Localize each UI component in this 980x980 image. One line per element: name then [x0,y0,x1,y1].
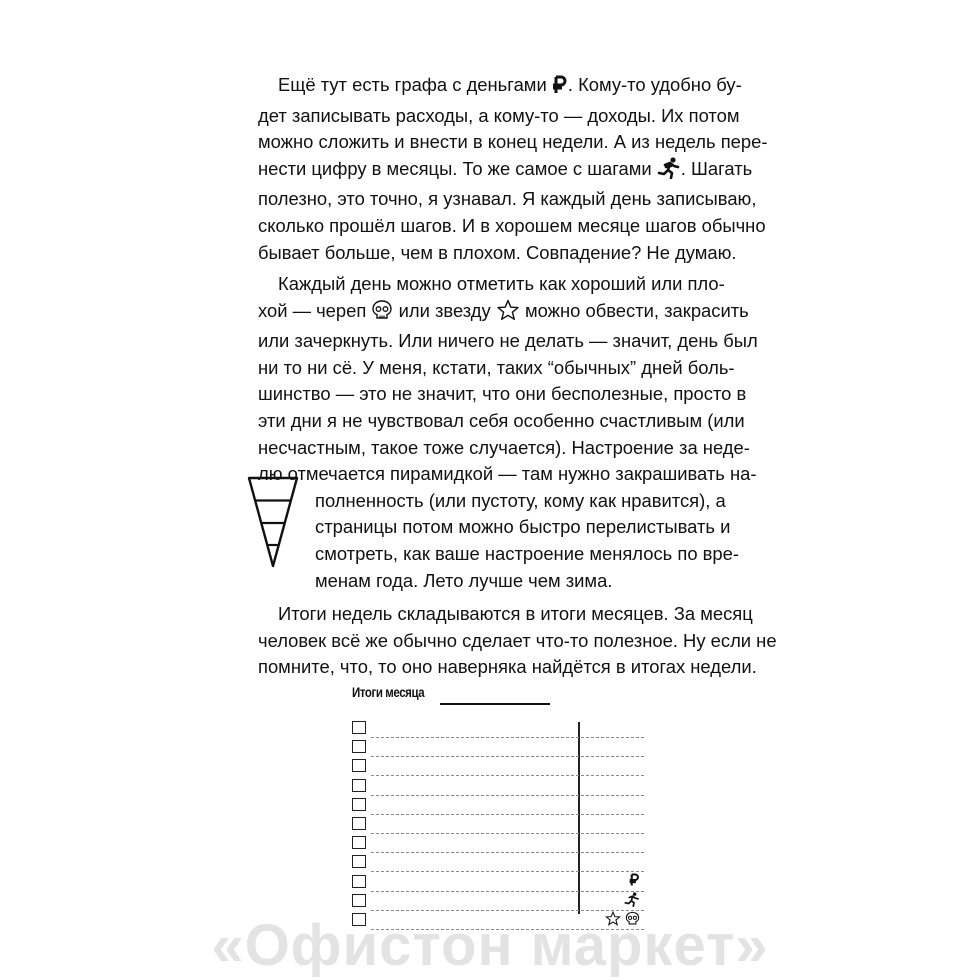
text-line: страницы потом можно быстро перелистывать и [315,516,731,538]
paragraph-mood [258,271,768,594]
checklist-row [352,779,644,795]
checkbox[interactable] [352,740,366,753]
text-line [258,271,768,298]
form-title: Итоги месяца [352,684,425,700]
text-line: смотреть, как ваше настроение менялось по вре- [315,542,740,564]
checkbox[interactable] [352,779,366,792]
skull-icon [371,299,393,329]
text-line: эти дни я не чувствовал себя особенно счастливым (или [258,409,745,431]
text-line [258,601,768,628]
text-line [258,72,768,103]
text-fragment: нести цифру в месяцы. То же самое с шагами [258,157,652,179]
writing-line [371,737,644,738]
text-line: менам года. Лето лучше чем зима. [315,569,613,591]
checklist-row [352,894,644,910]
writing-line [371,852,644,853]
writing-line [371,814,644,815]
text-fragment: . Шагать [680,157,753,179]
writing-line [371,871,644,872]
checklist-row [352,798,644,814]
text-fragment: Итоги недель складываются в итоги месяцев. За месяц [278,603,753,624]
ruble-icon [552,75,568,103]
writing-line [371,910,644,911]
text-fragment: можно обвести, закрасить [525,299,749,321]
checkbox[interactable] [352,798,366,811]
text-line: несчастным, такое тоже случается). Настроение за неде- [258,436,750,458]
month-summary-form [348,684,648,916]
text-line: сколько прошёл шагов. И в хорошем месяце шагов обычно [258,214,766,236]
paragraph-month-summary [258,601,777,681]
text-line: полненность (или пустоту, кому как нравится), а [315,489,726,511]
text-fragment: Ещё тут есть графа с деньгами [278,74,547,95]
checklist-row [352,740,644,756]
text-line: дет записывать расходы, а кому-то — доходы. Их потом [258,104,740,126]
mood-pyramid-icon [247,476,299,573]
checkbox[interactable] [352,875,366,888]
star-icon [496,299,520,329]
text-line: можно сложить и внести в конец недели. А из недель пере- [258,131,768,153]
text-fragment: хой — череп [258,299,367,321]
text-fragment: . Кому-то удобно бу- [567,74,742,95]
text-line: помните, что, то оно наверняка найдётся в итогах недели. [258,656,757,678]
checkbox[interactable] [352,855,366,868]
writing-line [371,833,644,834]
paragraph-money-steps [258,72,768,266]
text-line: ни то ни сё. У меня, кстати, таких “обычных” дней боль- [258,356,735,378]
month-name-line [440,703,550,705]
checklist-row [352,759,644,775]
checkbox[interactable] [352,836,366,849]
checklist-row [352,855,644,871]
text-line: бывает больше, чем в плохом. Совпадение? Не думаю. [258,241,737,263]
checklist-row [352,721,644,737]
runner-icon [624,892,640,912]
checklist-row [352,817,644,833]
checklist-row [352,875,644,891]
text-line: полезно, это точно, я узнавал. Я каждый день записываю, [258,188,757,210]
writing-line [371,795,644,796]
text-fragment: или звезду [398,299,491,321]
text-line: шинство — это не значит, что они бесполезные, просто в [258,383,747,405]
text-line: лю отмечается пирамидкой — там нужно закрашивать на- [258,463,757,485]
ruble-icon [629,873,640,892]
text-line: или зачеркнуть. Или ничего не делать — значит, день был [258,330,758,352]
text-line [258,156,768,187]
text-line [258,298,768,329]
writing-line [371,775,644,776]
writing-line [371,891,644,892]
checklist-row [352,836,644,852]
text-line: человек всё же обычно сделает что-то полезное. Ну если не [258,629,777,651]
text-fragment: Каждый день можно отметить как хороший или пло- [278,273,725,294]
checkbox[interactable] [352,817,366,830]
runner-icon [657,157,681,187]
checkbox[interactable] [352,721,366,734]
checkbox[interactable] [352,894,366,907]
writing-line [371,756,644,757]
watermark: «Офистон маркет» [211,913,769,978]
checkbox[interactable] [352,759,366,772]
